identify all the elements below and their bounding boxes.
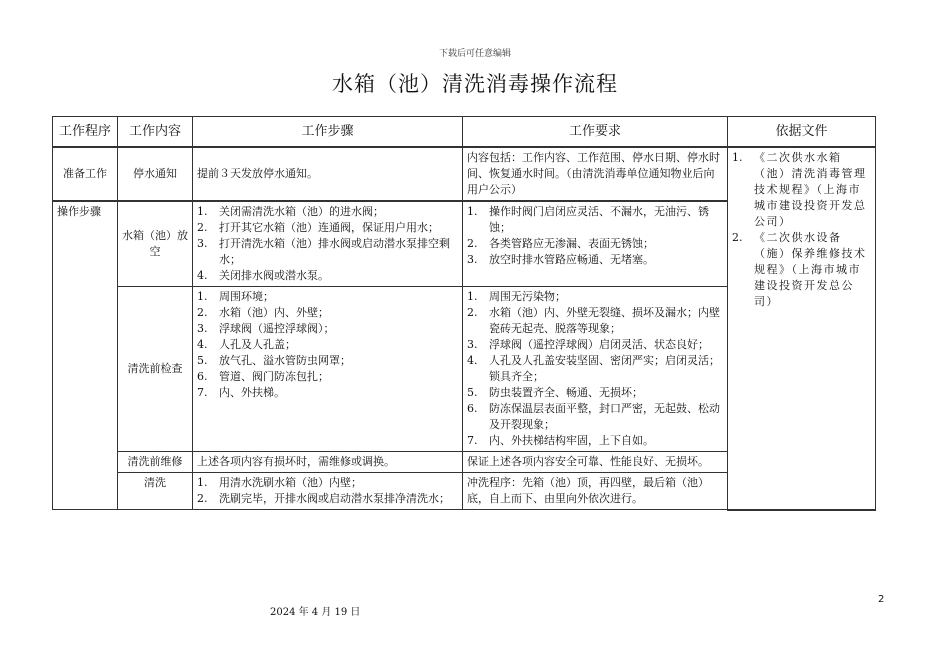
cell-requirements-repair: 保证上述各项内容安全可靠、性能良好、无损坏。 (463, 452, 728, 473)
document-title: 水箱（池）清洗消毒操作流程 (332, 72, 618, 96)
cell-steps-notice: 提前３天发放停水通知。 (193, 147, 463, 201)
list-item: 4. 人孔及人孔盖安装坚固、密闭严实；启闭灵活；锁具齐全； (467, 354, 720, 383)
cell-content-notice: 停水通知 (118, 147, 193, 201)
list-item: 1. 周围环境； (197, 290, 274, 303)
list-item: 3. 打开清洗水箱（池）排水阀或启动潜水泵排空剩水； (197, 237, 450, 266)
cell-requirements-wash: 冲洗程序：先箱（池）顶，再四壁，最后箱（池）底，自上而下、由里向外依次进行。 (463, 473, 728, 510)
steps-list-inspect (197, 289, 458, 401)
cell-requirements-drain (463, 201, 728, 287)
procedure-table (52, 116, 876, 511)
list-item: 1. 关闭需清洗水箱（池）的进水阀； (197, 205, 384, 218)
list-item: 1. 用清水洗刷水箱（池）内壁； (197, 476, 362, 489)
list-item: 2. 水箱（池）内、外壁无裂缝、损坏及漏水；内壁瓷砖无起壳、脱落等现象； (467, 306, 720, 335)
list-item: 2. 洗刷完毕，开排水阀或启动潜水泵排净清洗水； (197, 492, 450, 505)
cell-steps-repair: 上述各项内容有损坏时，需维修或调换。 (193, 452, 463, 473)
list-item: 6. 管道、阀门防冻包扎； (197, 370, 329, 383)
cell-steps-drain (193, 201, 463, 287)
column-header-content: 工作内容 (118, 117, 193, 148)
cell-content-inspect: 清洗前检查 (118, 287, 193, 452)
basis-item: 2. 《二次供水设备（施）保养维修技术规程》（上海市城市建设投资开发总公司） (732, 231, 867, 308)
column-header-basis: 依据文件 (728, 117, 876, 148)
page-number: 2 (878, 594, 885, 605)
cell-basis-documents (728, 147, 876, 510)
list-item: 5. 放气孔、溢水管防虫网罩； (197, 354, 351, 367)
list-item: 7. 内、外扶梯结构牢固，上下自如。 (467, 434, 654, 447)
list-item: 2. 水箱（池）内、外壁； (197, 306, 329, 319)
cell-steps-inspect (193, 287, 463, 452)
list-item: 2. 打开其它水箱（池）连通阀，保证用户用水； (197, 221, 439, 234)
column-header-requirements: 工作要求 (463, 117, 728, 148)
list-item: 3. 浮球阀（遥控浮球阀）启闭灵活、状态良好； (467, 338, 709, 351)
list-item: 2. 各类管路应无渗漏、表面无锈蚀； (467, 237, 654, 250)
list-item: 1. 操作时阀门启闭应灵活、不漏水，无油污、锈蚀； (467, 205, 709, 234)
cell-content-wash: 清洗 (118, 473, 193, 510)
table-row-prep (53, 147, 876, 201)
header-note: 下载后可任意编辑 (438, 49, 511, 59)
cell-steps-wash (193, 473, 463, 510)
cell-content-drain: 水箱（池）放空 (118, 201, 193, 287)
column-header-program: 工作程序 (53, 117, 118, 148)
list-item: 3. 放空时排水管路应畅通、无堵塞。 (467, 253, 654, 266)
requirements-list-drain (467, 204, 723, 268)
list-item: 4. 人孔及人孔盖； (197, 338, 296, 351)
basis-list (732, 150, 871, 310)
column-header-steps: 工作步骤 (193, 117, 463, 148)
table-header-row (53, 117, 876, 148)
cell-content-repair: 清洗前维修 (118, 452, 193, 473)
steps-list-drain (197, 204, 458, 284)
footer-date: 2024 年 4 月 19 日 (270, 607, 361, 618)
list-item: 5. 防虫装置齐全、畅通、无损坏； (467, 386, 643, 399)
list-item: 3. 浮球阀（遥控浮球阀）； (197, 322, 335, 335)
cell-program-operation: 操作步骤 (53, 201, 118, 510)
basis-item: 1. 《二次供水水箱（池）清洗消毒管理技术规程》（上海市城市建设投资开发总公司） (732, 151, 867, 228)
cell-requirements-inspect (463, 287, 728, 452)
list-item: 1. 周围无污染物； (467, 290, 566, 303)
list-item: 4. 关闭排水阀或潜水泵。 (197, 269, 329, 282)
steps-list-wash (197, 475, 458, 507)
cell-requirements-notice: 内容包括：工作内容、工作范围、停水日期、停水时间、恢复通水时间。（由清洗消毒单位通知物业后向用户公示） (463, 147, 728, 201)
list-item: 6. 防冻保温层表面平整，封口严密，无起鼓、松动及开裂现象； (467, 402, 720, 431)
requirements-list-inspect (467, 289, 723, 449)
cell-program-prep: 准备工作 (53, 147, 118, 201)
list-item: 7. 内、外扶梯。 (197, 386, 285, 399)
